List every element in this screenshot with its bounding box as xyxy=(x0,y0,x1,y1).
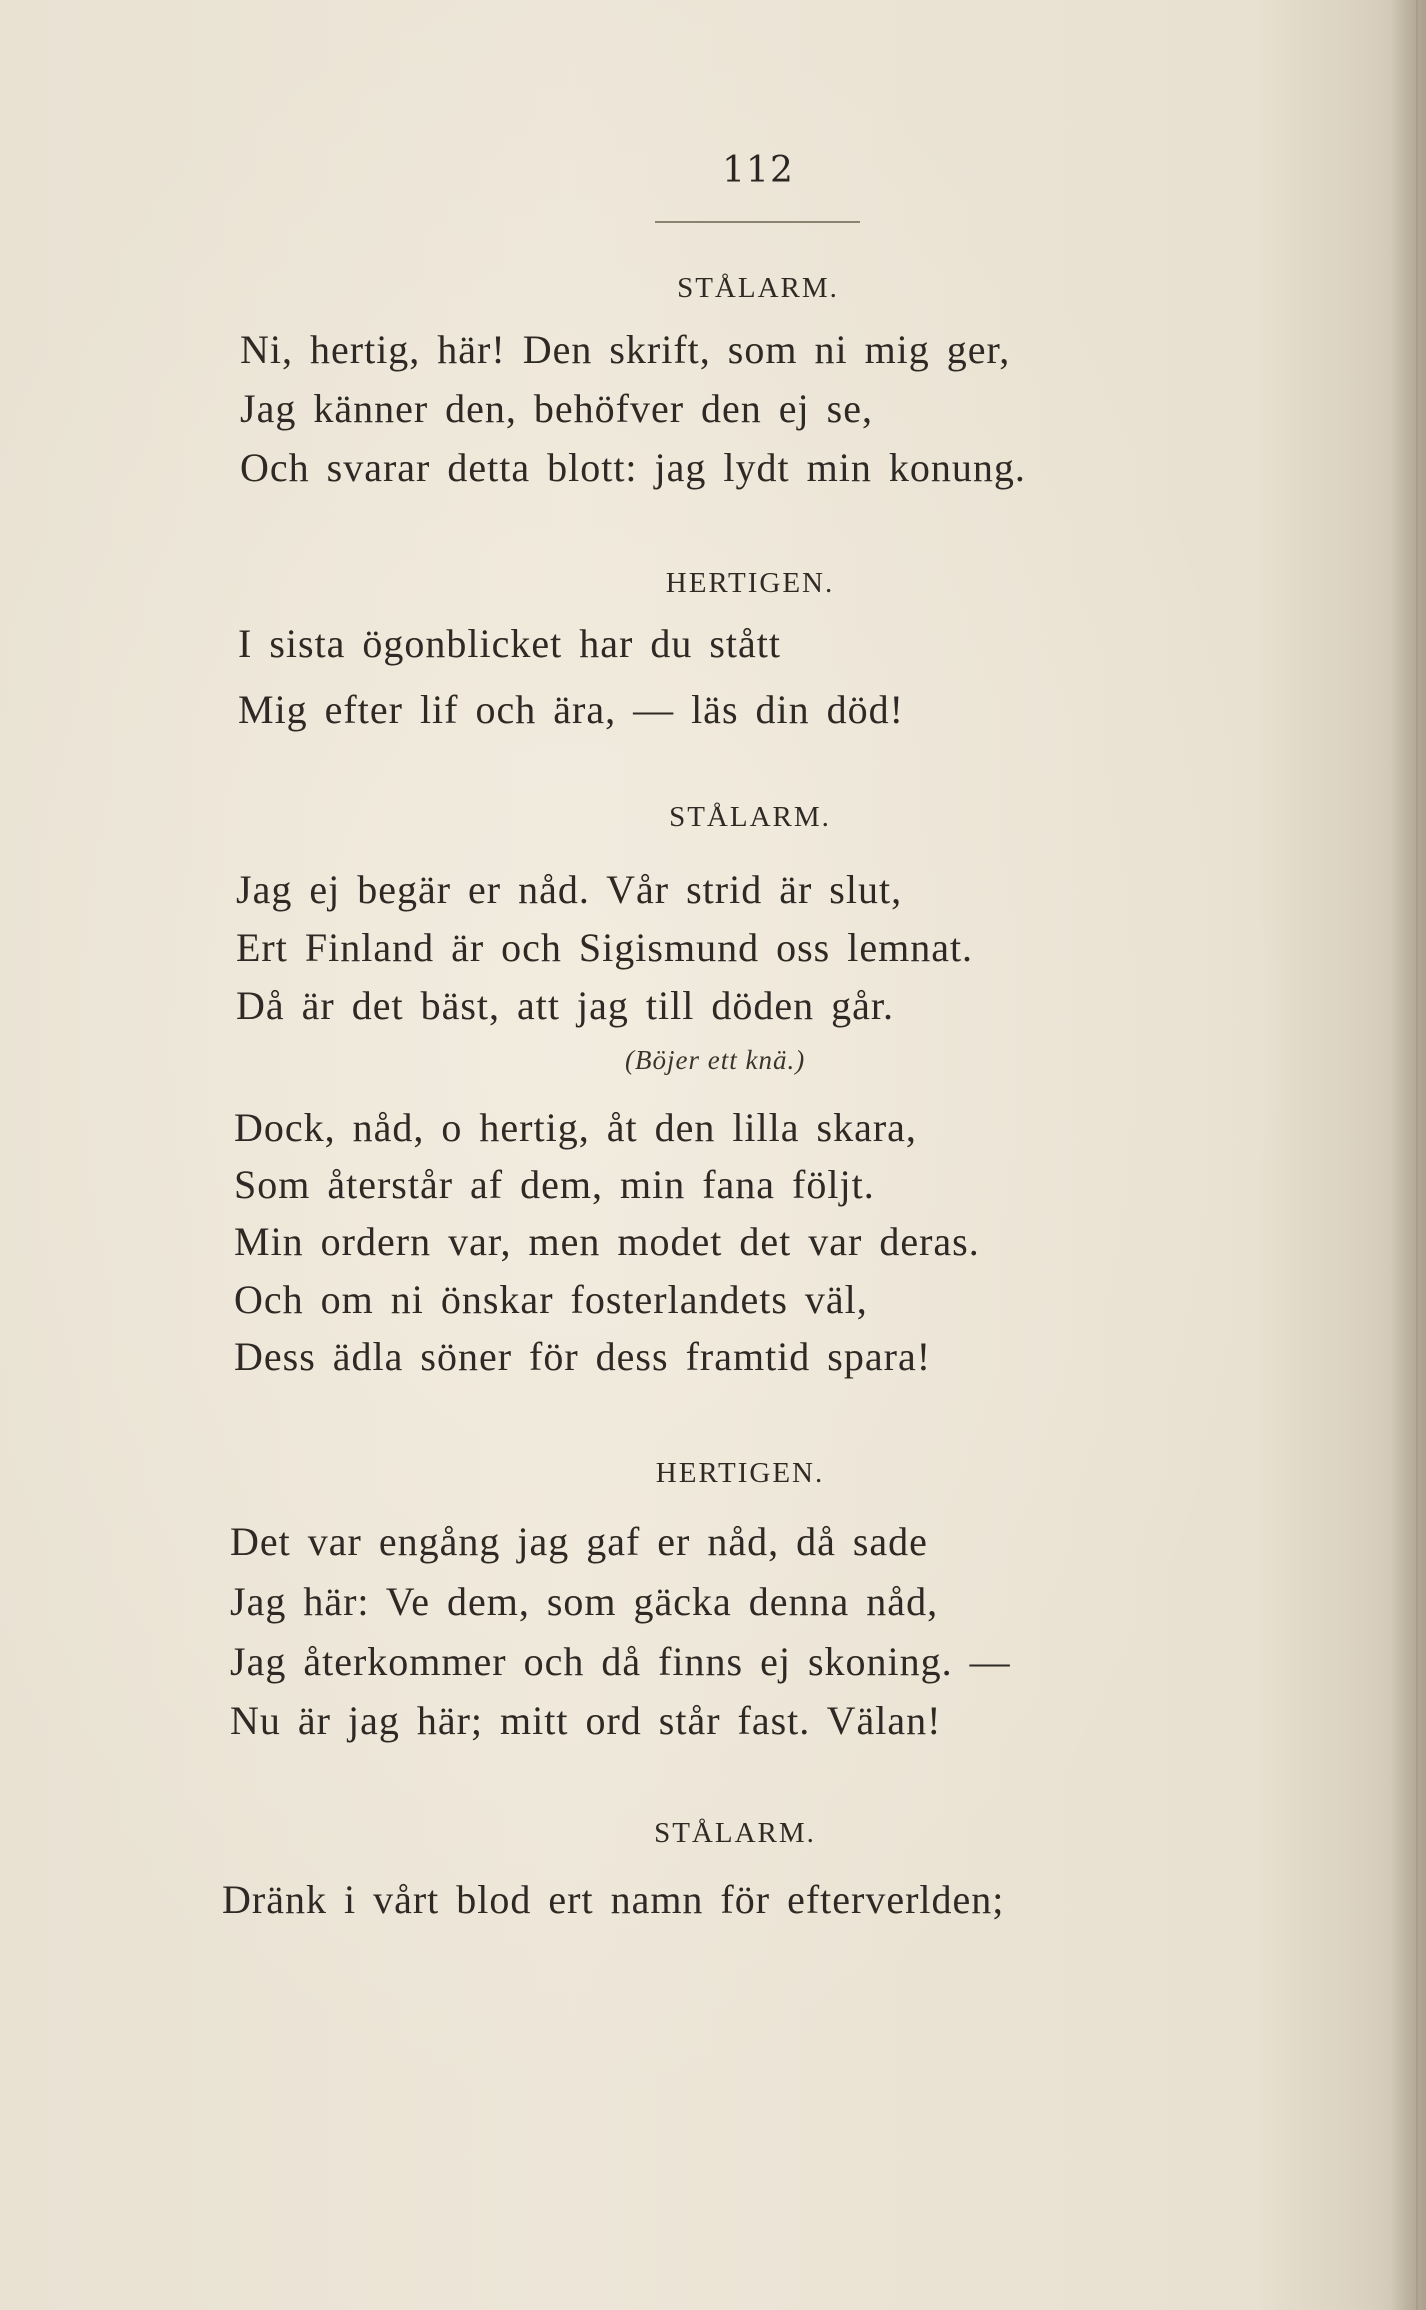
speaker-name: STÅLARM. xyxy=(654,1817,816,1849)
verse-line: Dock, nåd, o hertig, åt den lilla skara, xyxy=(234,1105,917,1150)
verse-line: Jag återkommer och då finns ej skoning. — xyxy=(230,1639,1011,1684)
speaker-name: STÅLARM. xyxy=(669,801,831,833)
speaker-name: HERTIGEN. xyxy=(655,1457,825,1489)
verse-line: Ert Finland är och Sigismund oss lemnat. xyxy=(236,925,974,970)
verse-line: Ni, hertig, här! Den skrift, som ni mig ger, xyxy=(240,327,1011,372)
page-number: 112 xyxy=(722,150,794,191)
page-edge-shadow xyxy=(1390,0,1426,2310)
speaker-name: HERTIGEN. xyxy=(665,567,835,599)
verse-line: Mig efter lif och ära, — läs din död! xyxy=(238,687,904,732)
verse-line: Och svarar detta blott: jag lydt min konung. xyxy=(240,445,1026,490)
verse-line: Jag känner den, behöfver den ej se, xyxy=(240,386,873,431)
stage-direction: (Böjer ett knä.) xyxy=(625,1045,806,1075)
verse-line: Som återstår af dem, min fana följt. xyxy=(234,1162,875,1207)
verse-line: Min ordern var, men modet det var deras. xyxy=(234,1219,980,1264)
verse-line: Då är det bäst, att jag till döden går. xyxy=(236,983,894,1028)
verse-line: Jag här: Ve dem, som gäcka denna nåd, xyxy=(230,1579,939,1624)
page-edge-line xyxy=(1416,0,1418,2310)
verse-line: I sista ögonblicket har du stått xyxy=(238,621,782,666)
verse-line: Jag ej begär er nåd. Vår strid är slut, xyxy=(236,867,903,912)
verse-line: Och om ni önskar fosterlandets väl, xyxy=(234,1277,868,1322)
header-rule xyxy=(655,221,860,223)
verse-line: Dränk i vårt blod ert namn för efterverlden; xyxy=(222,1877,1005,1922)
verse-line: Det var engång jag gaf er nåd, då sade xyxy=(230,1519,928,1564)
verse-line: Dess ädla söner för dess framtid spara! xyxy=(234,1334,932,1379)
speaker-name: STÅLARM. xyxy=(677,272,839,304)
verse-line: Nu är jag här; mitt ord står fast. Välan! xyxy=(230,1698,942,1743)
